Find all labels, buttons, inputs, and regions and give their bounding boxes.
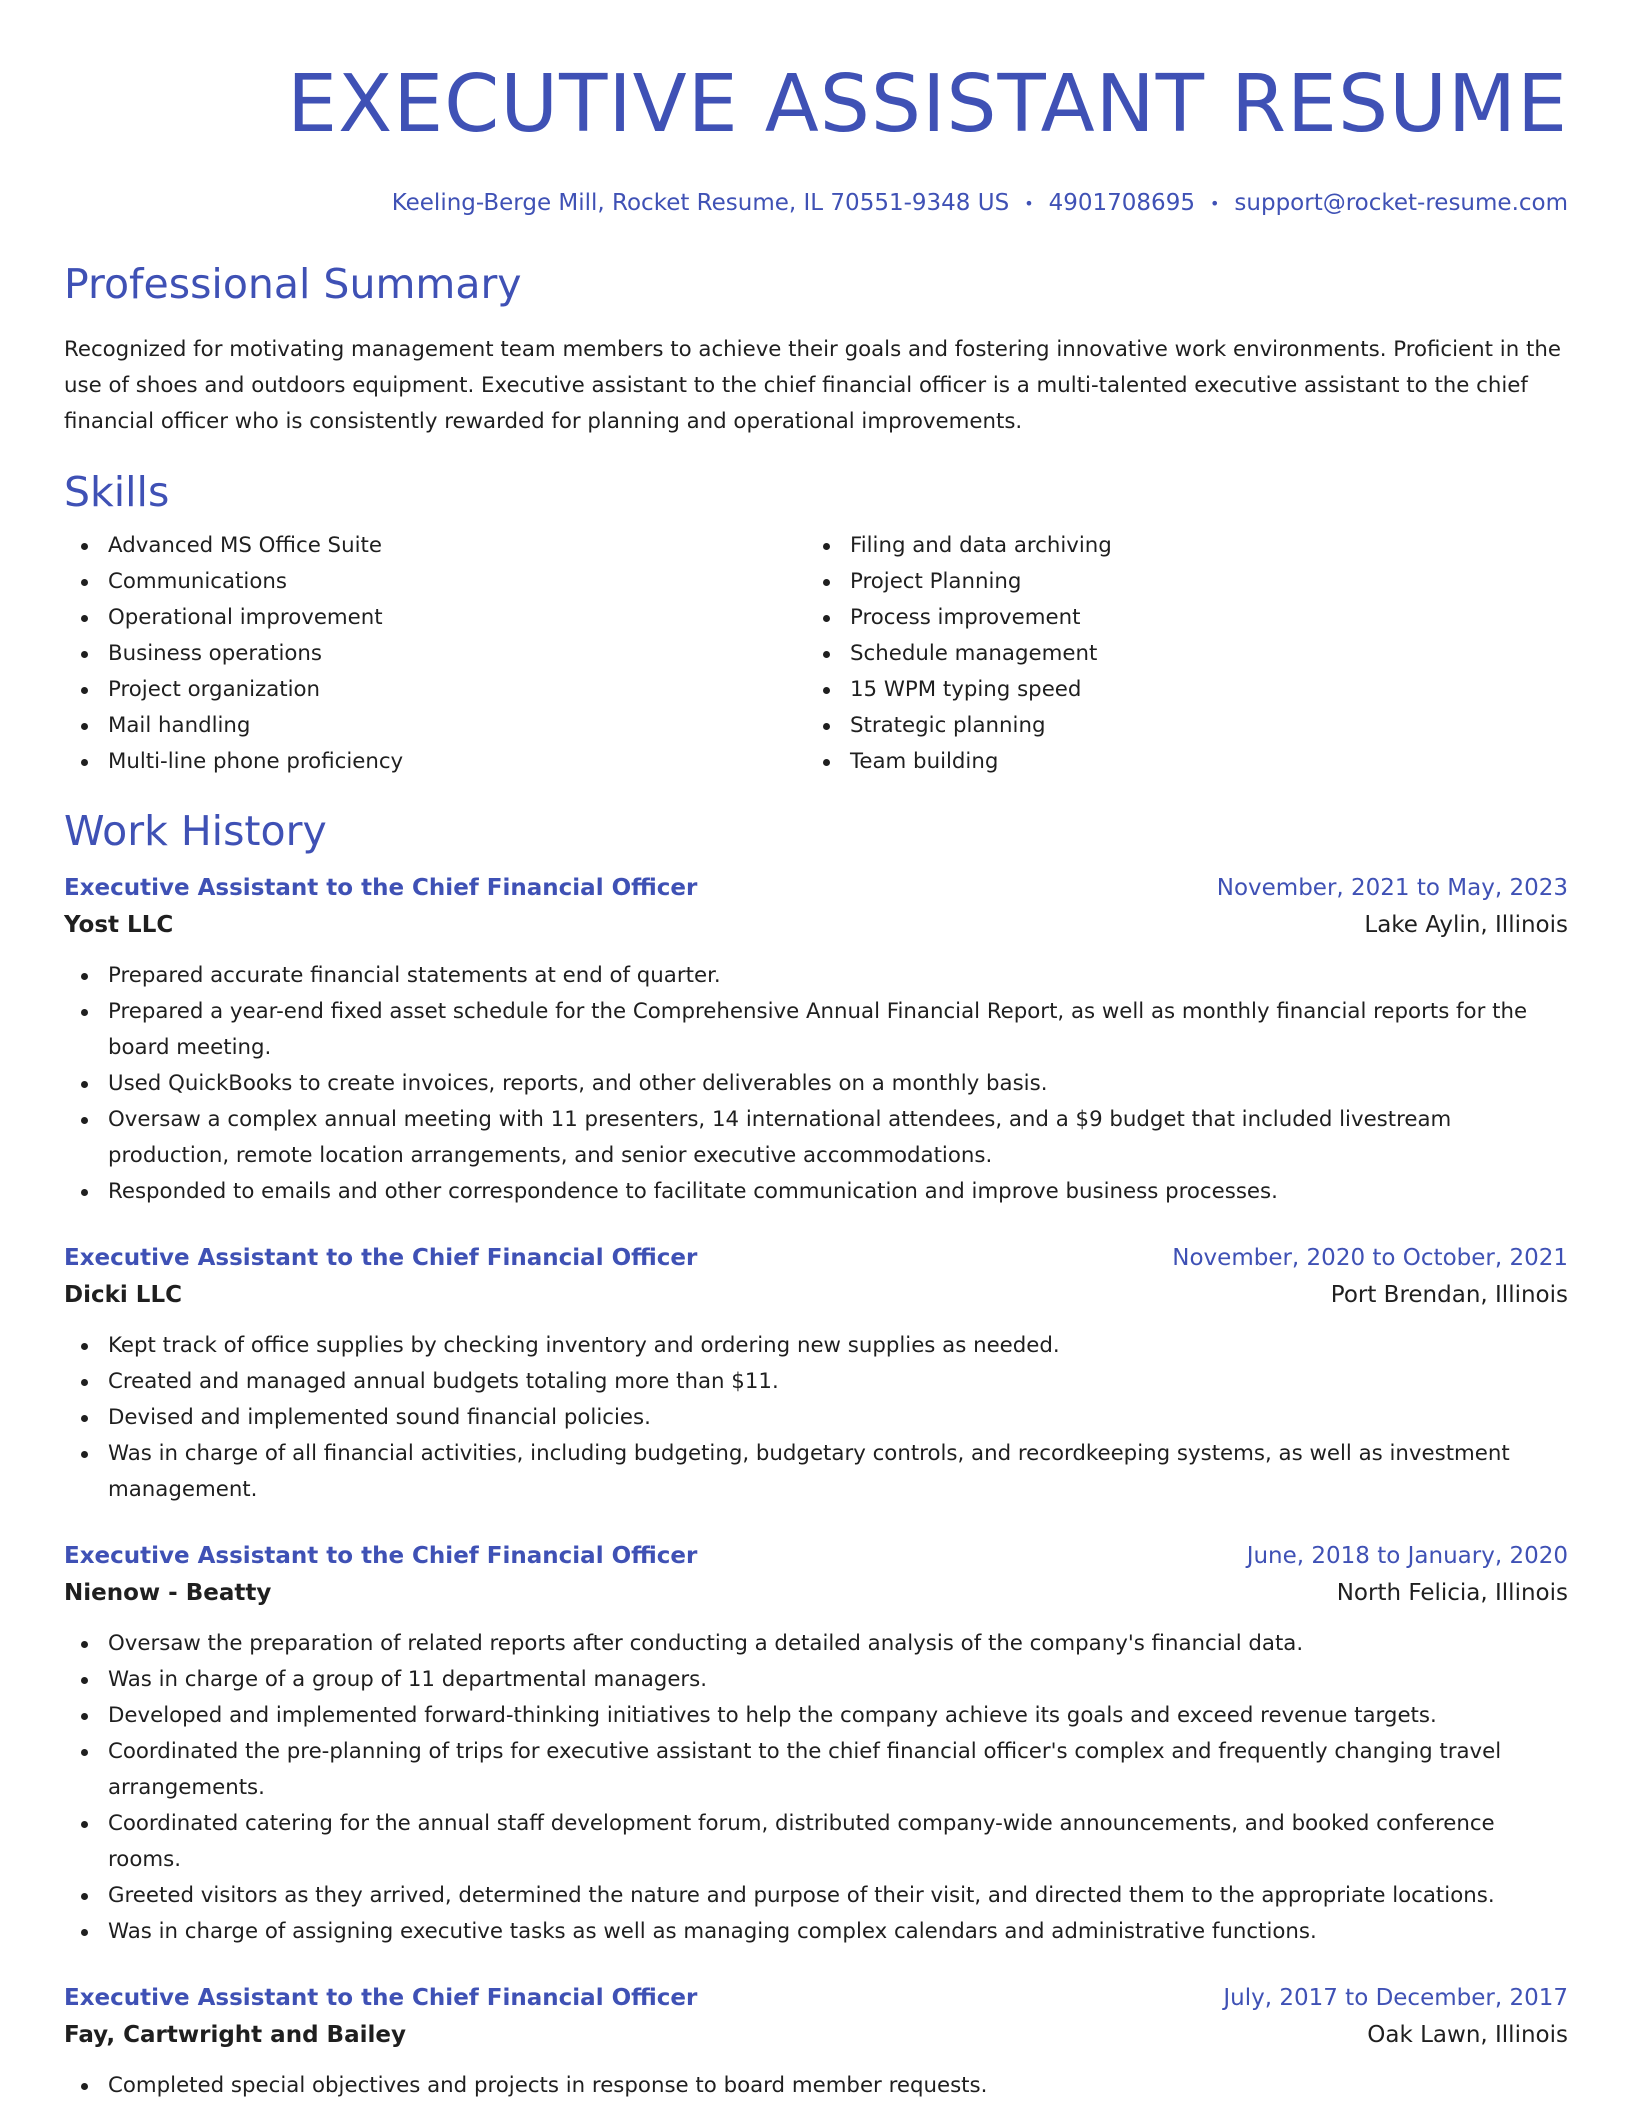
job-bullets: [64, 2068, 1568, 2104]
job-bullet: Oversaw the preparation of related reports after conducting a detailed analysis of the company's financial data.: [64, 1626, 1568, 1662]
summary-text: Recognized for motivating management team members to achieve their goals and fostering innovative work environments. Proficient in the use of shoes and outdoors equipment. Executive assistant to the chief financial officer is a multi-talented executive assistant to the chief financial officer who is consistently rewarded for planning and operational improvements.: [64, 336, 1561, 434]
job-bullets: [64, 1626, 1568, 1950]
job-bullet: Created and managed annual budgets totaling more than $11.: [64, 1364, 1568, 1400]
company-name: Nienow - Beatty: [64, 1579, 272, 1606]
company-name: Yost LLC: [64, 911, 174, 938]
job-title: Executive Assistant to the Chief Financial Officer: [64, 1244, 698, 1271]
job-bullet: Was in charge of a group of 11 departmental managers.: [64, 1662, 1568, 1698]
contact-info: [64, 188, 1568, 219]
job-dates: November, 2020 to October, 2021: [1172, 1244, 1568, 1271]
job-entry: [64, 870, 1568, 1210]
contact-email[interactable]: support@rocket-resume.com: [1234, 190, 1568, 216]
job-title: Executive Assistant to the Chief Financial Officer: [64, 874, 698, 901]
job-location: North Felicia, Illinois: [1336, 1579, 1568, 1606]
job-entry: [64, 1980, 1568, 2104]
skill-item: Project organization: [64, 672, 806, 708]
job-entry: [64, 1240, 1568, 1508]
skill-item: Multi-line phone proficiency: [64, 744, 806, 780]
contact-separator: •: [1024, 193, 1034, 213]
job-header: [64, 1538, 1568, 1574]
skill-item: Communications: [64, 564, 806, 600]
job-header: [64, 1240, 1568, 1276]
skills-list: [64, 528, 1568, 780]
summary-heading: Professional Summary: [64, 259, 522, 308]
job-title: Executive Assistant to the Chief Financial Officer: [64, 1984, 698, 2011]
skill-item: Project Planning: [806, 564, 1548, 600]
work-history-heading: Work History: [64, 806, 327, 855]
skills-heading: Skills: [64, 467, 170, 516]
skill-item: Advanced MS Office Suite: [64, 528, 806, 564]
job-subheader: [64, 1276, 1568, 1314]
job-bullets: [64, 1328, 1568, 1508]
job-subheader: [64, 906, 1568, 944]
skill-item: Mail handling: [64, 708, 806, 744]
job-bullet: Coordinated the pre-planning of trips for executive assistant to the chief financial officer's complex and frequently changing travel arrangements.: [64, 1734, 1568, 1806]
skill-item: Schedule management: [806, 636, 1548, 672]
job-bullet: Responded to emails and other correspondence to facilitate communication and improve business processes.: [64, 1174, 1568, 1210]
job-bullet: Coordinated catering for the annual staff development forum, distributed company-wide announcements, and booked conference rooms.: [64, 1806, 1568, 1878]
skill-item: Business operations: [64, 636, 806, 672]
job-bullet: Developed and implemented forward-thinking initiatives to help the company achieve its goals and exceed revenue targets.: [64, 1698, 1568, 1734]
contact-separator: •: [1209, 193, 1220, 213]
skills-column-left: [64, 528, 806, 780]
job-subheader: [64, 1574, 1568, 1612]
job-bullet: Prepared a year-end fixed asset schedule for the Comprehensive Annual Financial Report, as well as monthly financial reports for the board meeting.: [64, 994, 1568, 1066]
job-bullet: Was in charge of all financial activities, including budgeting, budgetary controls, and recordkeeping systems, as well as investment management.: [64, 1436, 1568, 1508]
company-name: Fay, Cartwright and Bailey: [64, 2021, 406, 2048]
contact-address: Keeling-Berge Mill, Rocket Resume, IL 70551-9348 US: [391, 190, 1010, 216]
job-bullet: Oversaw a complex annual meeting with 11 presenters, 14 international attendees, and a $9 budget that included livestream production, remote location arrangements, and senior executive accommodations.: [64, 1102, 1568, 1174]
job-bullet: Devised and implemented sound financial policies.: [64, 1400, 1568, 1436]
job-dates: July, 2017 to December, 2017: [1223, 1984, 1568, 2011]
skill-item: Strategic planning: [806, 708, 1548, 744]
resume-page: [64, 0, 1568, 2104]
job-bullet: Greeted visitors as they arrived, determined the nature and purpose of their visit, and directed them to the appropriate locations.: [64, 1878, 1568, 1914]
skill-item: Team building: [806, 744, 1548, 780]
job-location: Port Brendan, Illinois: [1330, 1281, 1568, 1308]
job-bullet: Used QuickBooks to create invoices, reports, and other deliverables on a monthly basis.: [64, 1066, 1568, 1102]
skill-item: Operational improvement: [64, 600, 806, 636]
skill-item: Process improvement: [806, 600, 1548, 636]
job-entry: [64, 1538, 1568, 1950]
job-subheader: [64, 2016, 1568, 2054]
job-bullets: [64, 958, 1568, 1210]
job-bullet: Kept track of office supplies by checking inventory and ordering new supplies as needed.: [64, 1328, 1568, 1364]
job-dates: June, 2018 to January, 2020: [1246, 1542, 1568, 1569]
job-bullet: Completed special objectives and projects in response to board member requests.: [64, 2068, 1568, 2104]
company-name: Dicki LLC: [64, 1281, 182, 1308]
job-location: Lake Aylin, Illinois: [1364, 911, 1568, 938]
job-bullet: Prepared accurate financial statements at end of quarter.: [64, 958, 1568, 994]
contact-phone: 4901708695: [1048, 190, 1195, 216]
job-header: [64, 1980, 1568, 2016]
resume-title: EXECUTIVE ASSISTANT RESUME: [287, 58, 1568, 150]
skill-item: 15 WPM typing speed: [806, 672, 1548, 708]
job-location: Oak Lawn, Illinois: [1367, 2021, 1568, 2048]
job-header: [64, 870, 1568, 906]
job-title: Executive Assistant to the Chief Financial Officer: [64, 1542, 698, 1569]
skills-column-right: [806, 528, 1548, 780]
skill-item: Filing and data archiving: [806, 528, 1548, 564]
job-dates: November, 2021 to May, 2023: [1216, 874, 1568, 901]
job-bullet: Was in charge of assigning executive tasks as well as managing complex calendars and administrative functions.: [64, 1914, 1568, 1950]
